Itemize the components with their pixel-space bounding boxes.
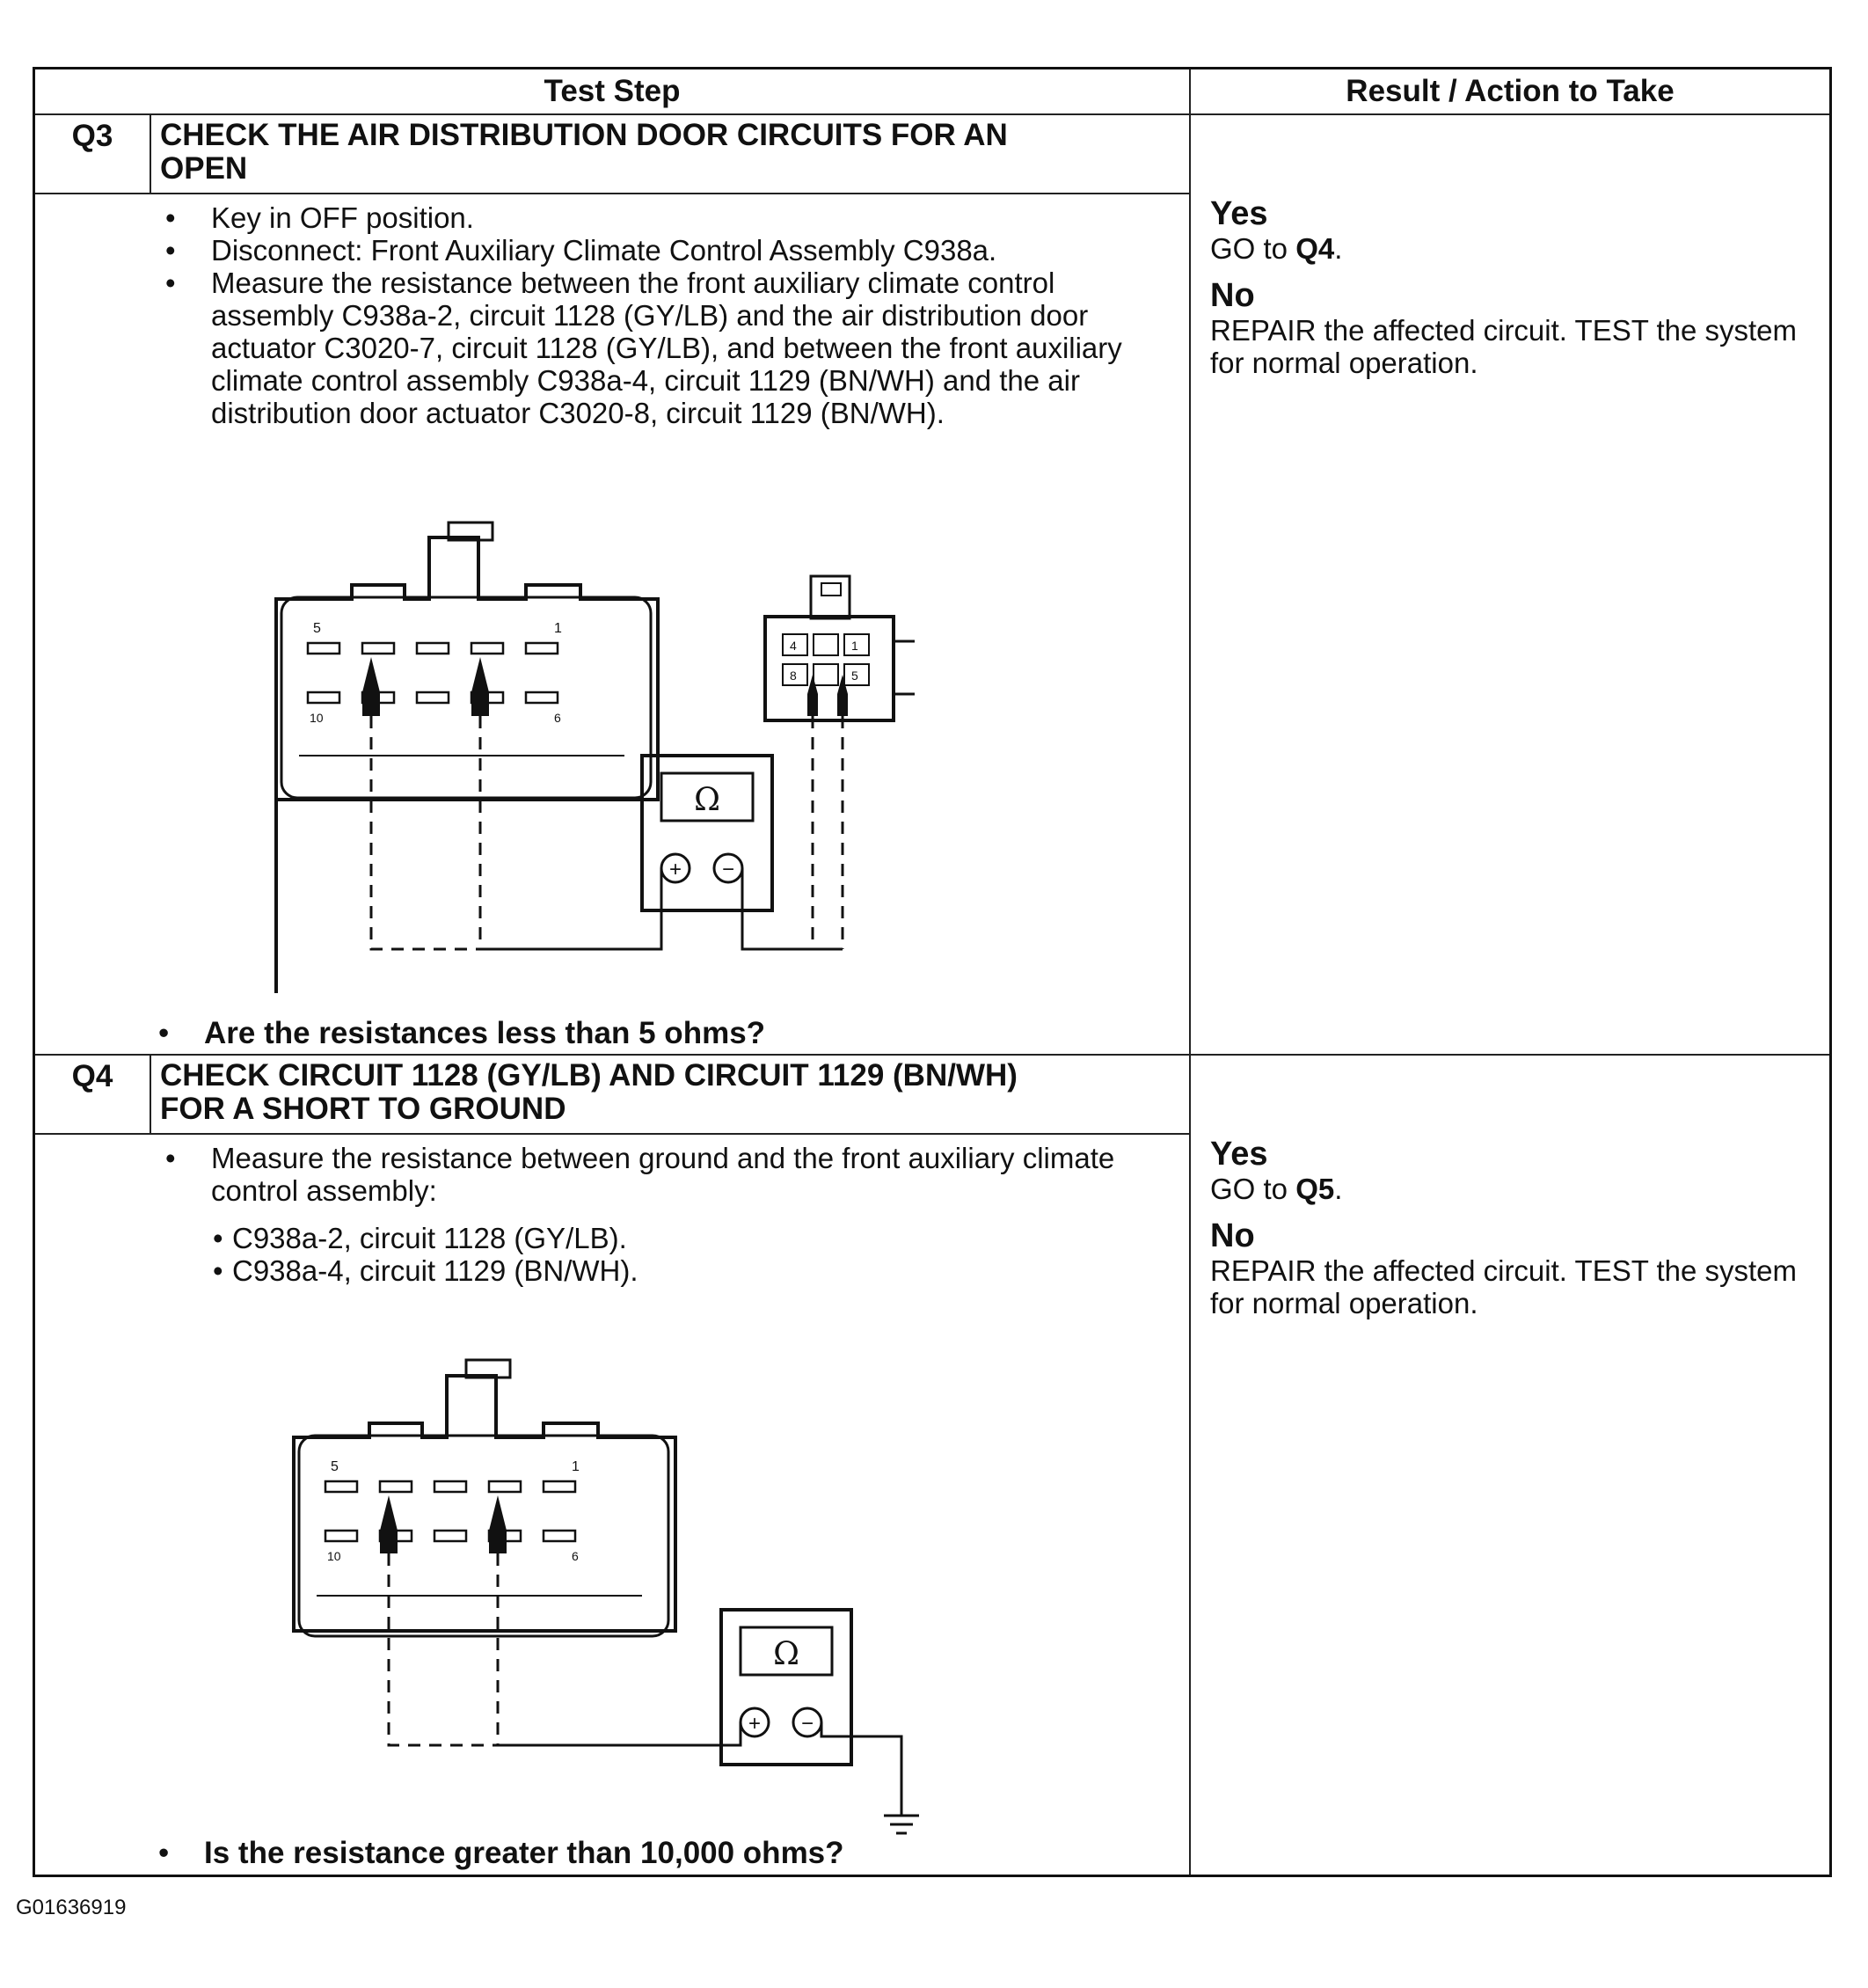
pin-label: 1: [554, 621, 562, 636]
plus-symbol: +: [668, 858, 682, 881]
pin-label: 1: [572, 1459, 580, 1474]
ohm-symbol: Ω: [773, 1636, 799, 1672]
connector-body: [299, 1436, 668, 1636]
minus-symbol: −: [721, 858, 735, 881]
header-result: Result / Action to Take: [1346, 74, 1675, 108]
result-yes-label: Yes: [1210, 1136, 1268, 1173]
q3-id-divider: [150, 113, 151, 193]
q4-measurement-diagram: [281, 1349, 950, 1842]
row-divider: [35, 1054, 1829, 1056]
pin-label: 5: [313, 621, 321, 636]
sub-instruction: • C938a-2, circuit 1128 (GY/LB).: [213, 1222, 638, 1254]
step-result: [1210, 1136, 1808, 1332]
pin-label: 8: [790, 669, 797, 683]
step-question: • Is the resistance greater than 10,000 ohms?: [204, 1836, 844, 1871]
actuator-housing: [765, 617, 894, 720]
column-divider: [1189, 69, 1191, 1875]
q3-measurement-diagram: [264, 518, 967, 993]
step-question: • Are the resistances less than 5 ohms?: [204, 1016, 765, 1051]
test-step-table: [33, 67, 1832, 1877]
instruction: • Measure the resistance between ground and the front auxiliary climate control assembly:: [158, 1142, 1152, 1207]
header-test-step: Test Step: [544, 74, 681, 108]
pin-label: 4: [790, 639, 797, 653]
step-instructions: [158, 1142, 1152, 1207]
instruction: • Disconnect: Front Auxiliary Climate Control Assembly C938a.: [158, 234, 1152, 267]
connector-body: [281, 597, 651, 798]
q4-id-divider: [150, 1054, 151, 1133]
pin-label: 10: [327, 1549, 341, 1563]
result-yes-label: Yes: [1210, 195, 1268, 232]
q3-title-divider: [35, 193, 1189, 194]
pin-label: 5: [331, 1459, 339, 1474]
result-yes-action: GO to Q4.: [1210, 232, 1343, 265]
figure-code: G01636919: [16, 1896, 127, 1919]
step-title: CHECK THE AIR DISTRIBUTION DOOR CIRCUITS FOR AN OPEN: [160, 118, 1008, 186]
instruction: • Key in OFF position.: [158, 201, 1152, 234]
sub-instruction: • C938a-4, circuit 1129 (BN/WH).: [213, 1254, 638, 1287]
step-sub-instructions: [213, 1222, 638, 1287]
ohm-symbol: Ω: [694, 782, 720, 818]
pin-label: 1: [851, 639, 858, 653]
step-id: Q3: [71, 119, 113, 153]
minus-symbol: −: [800, 1712, 814, 1736]
result-no-label: No: [1210, 1217, 1255, 1254]
result-no-action: REPAIR the affected circuit. TEST the system for normal operation.: [1210, 314, 1797, 379]
pin-label: 10: [310, 711, 324, 725]
result-yes-action: GO to Q5.: [1210, 1173, 1343, 1205]
pin-label: 6: [554, 711, 561, 725]
step-result: [1210, 195, 1808, 391]
step-instructions: [158, 201, 1152, 429]
step-id: Q4: [71, 1059, 113, 1093]
connector-housing: [276, 537, 658, 993]
connector-housing: [294, 1376, 675, 1631]
pin-label: 6: [572, 1549, 579, 1563]
pin-label: 5: [851, 669, 858, 683]
result-no-action: REPAIR the affected circuit. TEST the system for normal operation.: [1210, 1254, 1797, 1319]
result-no-label: No: [1210, 277, 1255, 314]
step-title: CHECK CIRCUIT 1128 (GY/LB) AND CIRCUIT 1129 (BN/WH) FOR A SHORT TO GROUND: [160, 1058, 1018, 1126]
q4-title-divider: [35, 1133, 1189, 1135]
plus-symbol: +: [748, 1712, 762, 1736]
header-divider: [35, 113, 1829, 115]
instruction: • Measure the resistance between the front auxiliary climate control assembly C938a-2, circuit 1128 (GY/LB) and the air distribution door actuator C3020-7, circuit 1128 (GY/LB), and between the front auxiliary climate control assembly C938a-4, circuit 1129 (BN/WH) and the air distribution door actuator C3020-8, circuit 1129 (BN/WH).: [158, 267, 1152, 429]
